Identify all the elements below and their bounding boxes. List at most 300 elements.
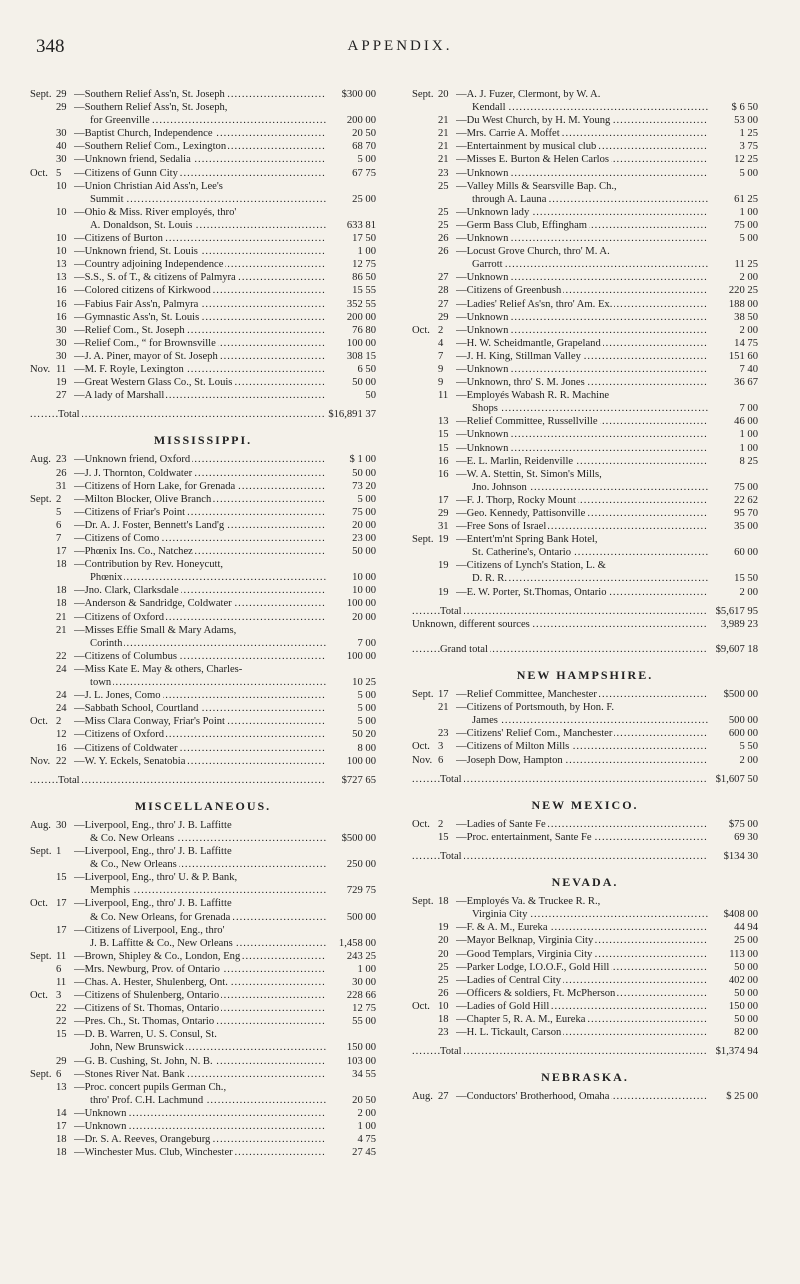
entry-amount: $ 25 00 xyxy=(726,1091,758,1103)
entry-text: —Citizens of Lynch's Station, L. & xyxy=(456,560,606,572)
entry-description xyxy=(74,506,326,519)
entry-text: Phœnix xyxy=(90,572,123,584)
entry-amount: 25 00 xyxy=(352,193,376,205)
entry-continuation xyxy=(30,1094,376,1107)
entry-text: —Free Sons of Israel xyxy=(456,521,547,533)
entry-row xyxy=(412,934,758,947)
entry-amount: 1 00 xyxy=(739,206,758,218)
entry-description xyxy=(90,1041,326,1054)
entry-row xyxy=(30,650,376,663)
entry-day: 2 xyxy=(56,493,62,505)
entry-description xyxy=(74,1015,326,1028)
entry-row xyxy=(30,1055,376,1068)
entry-description xyxy=(472,572,708,585)
entry-day: 11 xyxy=(56,950,67,962)
entry-row xyxy=(30,1133,376,1146)
entry-description xyxy=(90,937,326,950)
entry-amount: 75 00 xyxy=(352,506,376,518)
entry-month: Sept. xyxy=(412,689,434,701)
entry-day: 30 xyxy=(56,154,67,166)
entry-text: —Liverpool, Eng., thro' J. B. Laffitte xyxy=(74,898,232,910)
entry-day: 2 xyxy=(438,818,444,830)
entry-row xyxy=(412,363,758,376)
entry-month xyxy=(30,389,56,402)
entry-day: 19 xyxy=(438,534,449,546)
entry-text: —Unknown xyxy=(74,1107,127,1119)
entry-amount: 1,458 00 xyxy=(338,937,376,949)
entry-continuation xyxy=(412,402,758,415)
entry-description xyxy=(74,976,326,989)
entry-row xyxy=(412,520,758,533)
entry-text: —Conductors' Brotherhood, Omaha xyxy=(456,1091,610,1103)
entry-amount: 200 00 xyxy=(346,115,376,127)
entry-day: 16 xyxy=(56,298,67,310)
entry-month xyxy=(30,584,56,597)
entry-month xyxy=(30,532,56,545)
total-label-text: Total xyxy=(440,1046,462,1058)
entry-amount xyxy=(708,180,758,193)
entry-amount: 75 00 xyxy=(734,219,758,231)
entry-row xyxy=(412,415,758,428)
entry-amount: 50 xyxy=(365,390,376,402)
entry-amount xyxy=(708,245,758,258)
entry-text: —Dr. A. J. Foster, Bennett's Land'g xyxy=(74,519,225,531)
entry-amount: 20 00 xyxy=(352,611,376,623)
entry-day: 30 xyxy=(56,350,67,362)
entry-day: 17 xyxy=(438,689,449,701)
entry-month xyxy=(30,742,56,755)
entry-month xyxy=(30,558,56,571)
entry-day: 9 xyxy=(438,377,444,389)
entry-row xyxy=(30,180,376,193)
entry-description xyxy=(74,1068,326,1081)
entry-month: Nov. xyxy=(30,755,51,767)
entry-month xyxy=(412,140,438,153)
entry-description xyxy=(456,1026,708,1039)
entry-description xyxy=(90,858,326,871)
entry-amount xyxy=(326,663,376,676)
entry-row xyxy=(30,1107,376,1120)
entry-row xyxy=(412,245,758,258)
entry-day: 29 xyxy=(438,311,449,323)
entry-month xyxy=(412,586,438,599)
entry-amount xyxy=(326,624,376,637)
entry-month xyxy=(30,519,56,532)
entry-continuation xyxy=(30,114,376,127)
entry-amount: 82 00 xyxy=(734,1027,758,1039)
entry-text: —Citizens of Greenbush xyxy=(456,285,562,297)
entry-amount: 500 00 xyxy=(346,911,376,923)
entry-continuation xyxy=(30,911,376,924)
entry-description xyxy=(74,702,326,715)
entry-text: —Citizens of Milton Mills xyxy=(456,741,570,753)
entry-month: Oct. xyxy=(30,167,48,179)
entry-day: 16 xyxy=(438,468,449,480)
entry-day: 20 xyxy=(438,89,449,100)
entry-description xyxy=(74,271,326,284)
entry-text: —Dr. S. A. Reeves, Orangeburg xyxy=(74,1134,211,1146)
entry-amount: 5 00 xyxy=(739,167,758,179)
entry-day: 29 xyxy=(56,102,67,114)
entry-row xyxy=(30,702,376,715)
entry-month xyxy=(412,948,438,961)
entry-month xyxy=(412,127,438,140)
entry-text: —Miss Kate E. May & others, Charles- xyxy=(74,663,243,675)
entry-text: —Unknown xyxy=(456,233,509,245)
entry-month xyxy=(412,987,438,1000)
entry-amount: 1 00 xyxy=(357,246,376,258)
entry-text: —Valley Mills & Searsville Bap. Ch., xyxy=(456,180,617,192)
entry-row xyxy=(412,428,758,441)
entry-amount: 23 00 xyxy=(352,533,376,544)
entry-day: 26 xyxy=(438,233,449,245)
entry-day: 24 xyxy=(56,703,67,715)
entry-row xyxy=(30,467,376,480)
entry-amount: $500 00 xyxy=(341,832,376,844)
entry-text: thro' Prof. C.H. Lachmund xyxy=(90,1094,204,1106)
entry-text: —W. Y. Eckels, Senatobia xyxy=(74,755,186,767)
entry-amount xyxy=(326,897,376,910)
entry-row xyxy=(412,688,758,701)
entry-amount xyxy=(326,819,376,832)
entry-text: —J. J. Thornton, Coldwater xyxy=(74,467,193,479)
entry-row xyxy=(30,389,376,402)
entry-amount: 27 45 xyxy=(352,1147,376,1159)
entry-text: —G. B. Cushing, St. John, N. B. xyxy=(74,1055,213,1067)
entry-amount: $500 00 xyxy=(723,689,758,701)
entry-day: 21 xyxy=(438,128,449,140)
entry-amount: 50 00 xyxy=(352,377,376,389)
entry-day: 10 xyxy=(56,233,67,245)
entry-text: Shops xyxy=(472,403,498,415)
entry-month xyxy=(412,428,438,441)
entry-row xyxy=(412,232,758,245)
entry-amount: 50 00 xyxy=(734,987,758,999)
entry-month xyxy=(30,467,56,480)
entry-day: 3 xyxy=(56,990,62,1002)
entry-row xyxy=(412,284,758,297)
entry-month: Oct. xyxy=(412,324,430,336)
entry-day: 13 xyxy=(56,272,67,284)
entry-text: —Great Western Glass Co., St. Louis xyxy=(74,377,233,389)
entry-description xyxy=(90,884,326,897)
entry-description xyxy=(74,728,326,741)
entry-description xyxy=(456,1090,708,1103)
total-label xyxy=(412,618,708,631)
entry-amount: 2 00 xyxy=(739,754,758,766)
entry-amount xyxy=(708,389,758,402)
entry-description xyxy=(456,350,708,363)
entry-day: 2 xyxy=(56,716,62,728)
entry-amount xyxy=(326,206,376,219)
entry-month xyxy=(412,559,438,572)
entry-row xyxy=(30,1120,376,1133)
entry-text: —Ladies' Relief As'sn, thro' Am. Ex. xyxy=(456,298,613,310)
entry-text: —Unknown friend, Sedalia xyxy=(74,154,191,166)
entry-amount: 228 66 xyxy=(346,990,376,1002)
entry-description xyxy=(74,663,326,676)
entry-day: 31 xyxy=(56,480,67,492)
total-label xyxy=(30,408,326,421)
entry-amount: 150 00 xyxy=(728,1000,758,1012)
entry-amount: 50 00 xyxy=(352,546,376,558)
entry-day: 27 xyxy=(438,272,449,284)
entry-row xyxy=(412,533,758,546)
entry-month: Sept. xyxy=(30,89,52,100)
entry-text: & Co., New Orleans xyxy=(90,859,177,871)
entry-description xyxy=(74,153,326,166)
entry-amount: 10 25 xyxy=(352,677,376,689)
entry-row xyxy=(412,727,758,740)
entry-day: 29 xyxy=(438,508,449,519)
entry-amount: 7 00 xyxy=(739,403,758,415)
entry-description xyxy=(456,376,708,389)
entry-row xyxy=(30,167,376,180)
entry-description xyxy=(456,114,708,127)
entry-month xyxy=(412,520,438,533)
entry-day: 25 xyxy=(438,219,449,231)
entry-text: —Citizens of Columbus xyxy=(74,650,177,662)
entry-amount: $75 00 xyxy=(728,818,758,830)
entry-amount: 113 00 xyxy=(729,948,758,960)
entry-day: 21 xyxy=(438,154,449,166)
entry-amount: 36 67 xyxy=(734,377,758,389)
entry-description xyxy=(456,740,708,753)
entry-description xyxy=(74,324,326,337)
entry-day: 5 xyxy=(56,506,62,518)
entry-text: —Citizens of Coldwater xyxy=(74,742,178,754)
entry-row xyxy=(412,180,758,193)
entry-continuation xyxy=(30,219,376,232)
entry-day: 18 xyxy=(56,1134,67,1146)
entry-day: 22 xyxy=(56,650,67,662)
entry-row xyxy=(30,742,376,755)
entry-row xyxy=(30,153,376,166)
entry-text: & Co. New Orleans, for Grenada xyxy=(90,911,231,923)
entry-day: 30 xyxy=(56,337,67,349)
entry-month xyxy=(30,284,56,297)
entry-text: St. Catherine's, Ontario xyxy=(472,547,572,559)
entry-amount: 38 50 xyxy=(734,311,758,323)
total-label xyxy=(412,643,708,656)
entry-amount: 600 00 xyxy=(728,728,758,740)
entry-month xyxy=(412,337,438,350)
entry-month xyxy=(412,271,438,284)
running-head: APPENDIX. xyxy=(347,38,453,54)
entry-day: 24 xyxy=(56,663,67,675)
entry-description xyxy=(74,493,326,506)
entry-month xyxy=(30,728,56,741)
entry-day: 1 xyxy=(56,846,62,858)
entry-row xyxy=(30,480,376,493)
entry-month xyxy=(30,650,56,663)
entry-row xyxy=(30,337,376,350)
entry-description xyxy=(456,415,708,428)
entry-month xyxy=(30,506,56,519)
entry-text: —Citizens of Portsmouth, by Hon. F. xyxy=(456,702,615,714)
total-label-text: Grand total xyxy=(440,643,488,655)
entry-month xyxy=(30,101,56,114)
entry-month xyxy=(412,494,438,507)
entry-row xyxy=(412,559,758,572)
entry-month xyxy=(412,350,438,363)
entry-text: —Parker Lodge, I.O.O.F., Gold Hill xyxy=(456,961,610,973)
entry-row xyxy=(412,114,758,127)
entry-amount: 12 75 xyxy=(352,259,376,271)
entry-day: 14 xyxy=(56,1107,67,1119)
entry-description xyxy=(74,611,326,624)
total-label-text: Total xyxy=(440,605,462,617)
entry-day: 17 xyxy=(56,546,67,558)
entry-amount: 6 50 xyxy=(357,363,376,375)
entry-row xyxy=(412,948,758,961)
entry-day: 22 xyxy=(56,1016,67,1028)
entry-text: —Stones River Nat. Bank xyxy=(74,1068,185,1080)
entry-continuation xyxy=(412,714,758,727)
entry-description xyxy=(90,832,326,845)
entry-month xyxy=(30,258,56,271)
entry-month xyxy=(412,1013,438,1026)
entry-row xyxy=(412,271,758,284)
entry-text: —E. L. Marlin, Reidenville xyxy=(456,455,574,467)
entry-description xyxy=(456,688,708,701)
entry-amount: 8 25 xyxy=(739,455,758,467)
entry-description xyxy=(456,455,708,468)
entry-amount: 46 00 xyxy=(734,416,758,428)
entry-month xyxy=(412,468,438,481)
entry-amount: 69 30 xyxy=(734,831,758,843)
entry-text: —Citizens' Relief Com., Manchester xyxy=(456,728,613,740)
entry-day: 23 xyxy=(56,454,67,466)
entry-text: —Milton Blocker, Olive Branch xyxy=(74,493,212,505)
entry-description xyxy=(472,402,708,415)
entry-amount: 35 00 xyxy=(734,521,758,533)
entry-amount: 100 00 xyxy=(346,598,376,610)
entry-text: —A. J. Fuzer, Clermont, by W. A. xyxy=(456,89,601,100)
entry-amount: $300 00 xyxy=(341,89,376,100)
entry-description xyxy=(456,271,708,284)
entry-amount: 5 00 xyxy=(357,690,376,702)
entry-text: D. R. R. xyxy=(472,573,508,585)
entry-description xyxy=(74,871,326,884)
entry-row xyxy=(30,1081,376,1094)
entry-day: 30 xyxy=(56,324,67,336)
entry-day: 21 xyxy=(438,702,449,714)
total-row xyxy=(30,774,376,787)
entry-description xyxy=(74,180,326,193)
entry-row xyxy=(30,611,376,624)
entry-text: —H. L. Tickault, Carson xyxy=(456,1027,562,1039)
entry-month xyxy=(412,974,438,987)
entry-text: —Proc. concert pupils German Ch., xyxy=(74,1081,227,1093)
entry-amount: 34 55 xyxy=(352,1068,376,1080)
entry-month: Oct. xyxy=(30,990,48,1002)
entry-text: —Good Templars, Virginia City xyxy=(456,948,593,960)
entry-description xyxy=(456,337,708,350)
entry-text: John, New Brunswick xyxy=(90,1042,184,1054)
entry-month xyxy=(30,1146,56,1159)
entry-month xyxy=(412,114,438,127)
entry-description xyxy=(74,284,326,297)
entry-amount xyxy=(326,845,376,858)
entry-text: —J. A. Piner, mayor of St. Joseph xyxy=(74,350,218,362)
entry-description xyxy=(74,755,326,768)
entry-row xyxy=(30,924,376,937)
entry-description xyxy=(90,571,326,584)
entry-day: 19 xyxy=(438,922,449,934)
entry-amount: 243 25 xyxy=(346,950,376,962)
entry-month: Sept. xyxy=(30,1068,52,1080)
entry-description xyxy=(74,167,326,180)
entry-text: —Liverpool, Eng., thro' J. B. Laffitte xyxy=(74,819,232,831)
entry-day: 15 xyxy=(56,1029,67,1041)
entry-row xyxy=(30,819,376,832)
entry-description xyxy=(74,206,326,219)
right-column xyxy=(412,88,758,1103)
entry-row xyxy=(412,298,758,311)
entry-text: —J. L. Jones, Como xyxy=(74,690,161,702)
entry-text: Corinth xyxy=(90,637,123,649)
entry-day: 15 xyxy=(56,872,67,884)
entry-row xyxy=(30,950,376,963)
entry-row xyxy=(30,624,376,637)
entry-day: 23 xyxy=(438,167,449,179)
entry-amount: 22 62 xyxy=(734,494,758,506)
entry-day: 7 xyxy=(56,533,62,544)
entry-text: —Unknown xyxy=(456,272,509,284)
entry-day: 27 xyxy=(438,1091,449,1103)
entry-amount: 76 80 xyxy=(352,324,376,336)
total-amount: $9,607 18 xyxy=(715,643,758,655)
entry-day: 17 xyxy=(56,898,67,910)
entry-month: Aug. xyxy=(30,454,51,466)
entry-amount: 15 55 xyxy=(352,285,376,297)
entry-continuation xyxy=(30,884,376,897)
entry-day: 18 xyxy=(438,1014,449,1025)
entry-description xyxy=(74,480,326,493)
entry-row xyxy=(412,311,758,324)
entry-description xyxy=(74,376,326,389)
entry-row xyxy=(412,1013,758,1026)
entry-row xyxy=(30,989,376,1002)
entry-day: 2 xyxy=(438,324,444,336)
entry-amount: 1 25 xyxy=(739,128,758,140)
entry-description xyxy=(456,284,708,297)
entry-description xyxy=(74,127,326,140)
entry-row xyxy=(30,871,376,884)
entry-description xyxy=(74,624,326,637)
entry-row xyxy=(412,831,758,844)
entry-row xyxy=(30,101,376,114)
entry-description xyxy=(74,298,326,311)
entry-amount xyxy=(326,101,376,114)
entry-row xyxy=(412,350,758,363)
entry-description xyxy=(456,494,708,507)
entry-amount: 5 00 xyxy=(357,716,376,728)
entry-description xyxy=(456,520,708,533)
entry-amount: 2 00 xyxy=(739,324,758,336)
entry-day: 3 xyxy=(438,741,444,753)
entry-description xyxy=(74,1081,326,1094)
entry-month: Sept. xyxy=(412,534,434,546)
entry-text: —Citizens of Friar's Point xyxy=(74,506,186,518)
entry-description xyxy=(74,1120,326,1133)
entry-row xyxy=(412,818,758,831)
entry-amount: 633 81 xyxy=(346,219,376,231)
entry-month xyxy=(30,1133,56,1146)
entry-day: 13 xyxy=(56,259,67,271)
entry-day: 16 xyxy=(56,742,67,754)
